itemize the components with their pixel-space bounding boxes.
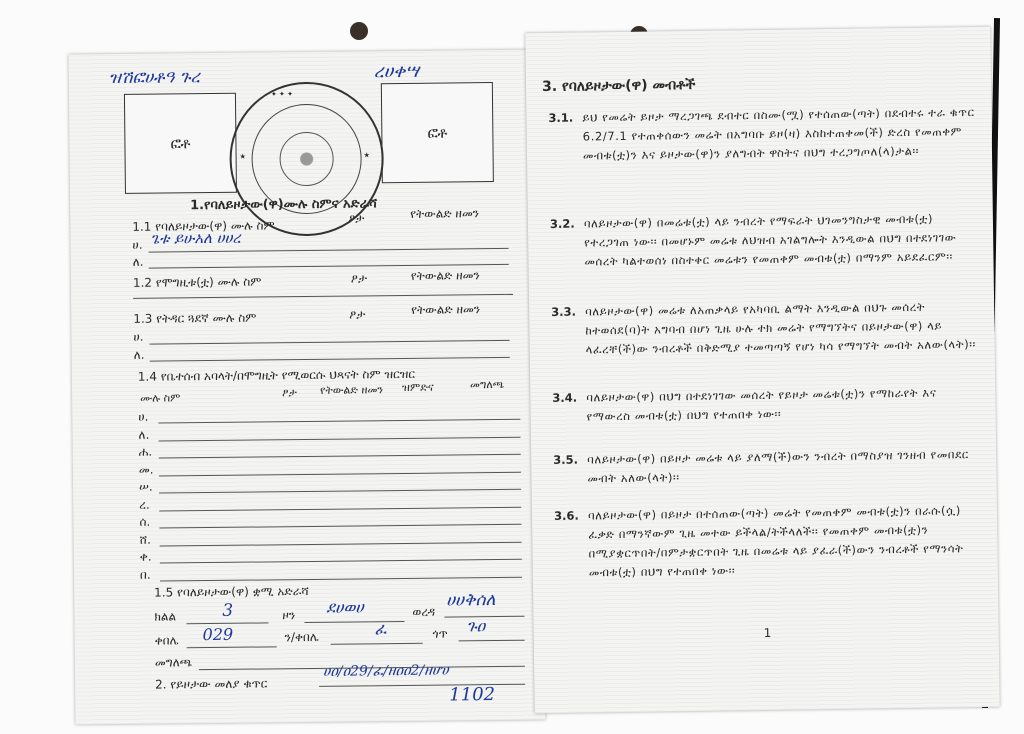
seal-emblem [279,132,334,187]
s11-label: 1.1 የባለይዞታው(ዋ) ሙሉ ስም [132,218,275,234]
s14-header-note: መግለጫ [469,377,505,392]
s11-row-b: ለ. [132,254,144,269]
s11-birth-header: የትውልድ ዘመን [410,206,480,221]
rights-item-number: 3.3. [551,304,577,319]
rights-item [548,103,979,166]
rights-item [551,297,982,360]
s12-birth-header: የትውልድ ዘመን [410,268,480,283]
kebele-label: ቀበሌ [154,633,179,648]
right-page [525,27,999,713]
s11-owner-name: ጌቱ ይሁአለ ሀሀረ [150,228,241,248]
family-row-line [159,454,521,459]
s13-label: 1.3 የትዳር ጓደኛ ሙሉ ስም [133,310,257,326]
s13-row-a: ሀ. [133,329,144,344]
page-number: 1 [763,625,772,641]
holding-id-value: ሀዐ/ዐ29/ፈ/ዘዐዐ2/ዘሆሀ [322,662,449,680]
family-row-line [159,471,521,476]
s13-row-b: ለ. [133,347,145,362]
family-row-label: መ. [138,462,154,477]
family-row-label: ሐ. [138,444,153,459]
rights-item [553,445,983,489]
left-page [69,50,546,725]
rights-item-text: ባለይዞታው(ዋ) መሬቱ ለአጠቃላይ የአካባቢ ልማት እንዲውል በህጉ መሰረት ከተወሰደ(ባ)ት አግባብ በሆነ ጊዜ ሁሉ ተክ መሬት የማግኘትና በይዞታው(ዋ) ላይ ላፈረቸ(ች)ው ንብረቶች በቅድሚያ ተመጣጣኝ የሆነ ካሳ የማግኘት መብት አለው(ላት)፡፡ [585,299,976,357]
family-row-label: ለ. [138,427,150,442]
official-seal: ✦ ✦ ✦ ★ ★ [229,81,385,237]
s14-label: 1.4 የቤተሰብ አባላት/በሞግዚት የሚወርሱ ህጻናት ስም ዝርዝር [137,366,416,384]
s2-label: 2. የይዞታው መለያ ቁጥር [155,676,268,692]
rights-item [552,383,982,427]
s14-header-birth: የትውልድ ዘመን [319,383,384,397]
got-value: ጉዐ [466,616,486,636]
photo-label: ፎቶ [170,134,191,153]
woreda-label: ወረዳ [412,604,436,619]
rights-item-text: ባለይዞታው(ዋ) በመሬቱ(ቷ) ላይ ንብረት የማፍራት ህገመንግስታዊ መብቱ(ቷ) የተረጋገጠ ነው፡፡ በመሆኑም መሬቱ ለህዝብ አገልግሎት እንዲውል በህግ በተደነገገው መሰረት ካልተወሰነ በስተቀር መሬቱን የመጠቀም መብቱ(ቷ) በማንም አይደፈርም፡፡ [583,211,957,269]
got-label: ጎጥ [432,626,448,641]
rights-item-number: 3.1. [548,110,574,125]
family-row-line [159,524,521,529]
family-row-line [160,576,522,581]
rights-item-number: 3.5. [553,452,579,467]
rights-item [554,501,985,583]
subkebele-label: ን/ቀበሌ [284,629,319,645]
family-row-label: በ. [139,567,151,582]
subkebele-value: ፈ [374,619,387,639]
rights-item-number: 3.6. [553,508,579,523]
family-row-label: ሠ. [138,479,153,494]
family-row-line [159,506,521,511]
rights-item-text: ይህ የመሬት ይዞታ ማረጋገጫ ደብተር በስሙ(ሟ) የተሰጠው(ጣት) በደብተሩ ተራ ቁጥር 6.2/7.1 የተጠቀሰውን መሬት በአግባቡ ይዞ(ዛ) እስከተጠቀመ(ች) ድረስ የመጠቀም መብቱ(ቷ)ን እና ይዞታው(ዋ)ን ያለግብት ዋስትና በህግ ተረጋግጦለ(ላ)ታል፡፡ [582,105,975,163]
family-row-label: ሀ. [138,409,149,424]
s11-row-a: ሀ. [132,237,143,252]
s14-header-gender: ፆታ [281,386,297,400]
s12-label: 1.2 የሞግዚቱ(ቷ) ሙሉ ስም [132,274,262,290]
s13-birth-header: የትውልድ ዘመን [411,302,481,317]
rights-item [550,209,981,272]
s14-header-relation: ዝምድና [401,380,434,395]
s11-gender-header: ፆታ [348,211,365,226]
family-row-line [160,541,522,546]
kebele-value: 029 [202,624,234,645]
family-row-label: ረ. [139,497,150,512]
rights-item-text: ባለይዞታው(ዋ) በይዞታ መሬቱ ላይ ያለማ(ች)ውን ንብረት በማስያዝ ገንዘብ የመበደር መብት አለው(ላት)፡፡ [587,447,969,486]
family-row-line [159,489,521,494]
zone-value: ደሀወሀ [326,597,364,617]
rights-item-text: ባለይዞታው(ዋ) በህግ በተደነገገው መሰረት የይዞታ መሬቱ(ቷ)ን የማከራየት እና የማውረስ መብቱ(ቷ) በህግ የተጠበቀ ነው፡፡ [586,385,937,424]
family-row-label: ቀ. [139,549,152,564]
family-row-line [160,559,522,564]
s14-header-name: ሙሉ ስም [140,391,181,405]
photo-label: ፎቶ [427,123,448,142]
rights-section-title: 3. የባለይዞታው(ዋ) መብቶች [541,76,696,96]
rights-item-text: ባለይዞታው(ዋ) በይዞታ በተሰጠው(ጣት) መሬት የመጠቀም መብቱ(ቷ)ን በራሱ(ሷ) ፈቃድ በማንኛውም ጊዜ መተው ይችላል/ትችላለች፡፡ የመጠቀም መብቱ(ቷ)ን በሚያቋርጥበት/በምታቋርጥበት ጊዜ በመሬቱ ላይ ያፈራ(ች)ውን ንብረቶች የማንሳት መብቱ(ቷ) በህግ የተጠበቀ ነው፡፡ [587,503,964,580]
photo-box-right [381,82,494,183]
handwritten-note-top-right: ረሀቀሣ [373,60,420,83]
rights-item-number: 3.2. [549,216,575,231]
section-1-title: 1.የባለይዞታው(ዋ)ሙሉ ስምና አድራሻ [190,196,378,214]
kilil-label: ክልል [154,609,177,624]
note-label: መግለጫ [154,655,193,670]
s13-gender-header: ፆታ [349,307,366,322]
rights-item-number: 3.4. [552,390,578,405]
holding-id-extra: 1102 [449,684,496,706]
punch-hole-left [350,22,368,40]
woreda-value: ሀሀቅሰለ [446,590,496,611]
s15-label: 1.5 የባለይዞታው(ዋ) ቋሚ አድራሻ [154,583,309,600]
kilil-value: 3 [222,600,234,621]
handwritten-note-top-left: ዝሽፎሀቶዓ ጉረ [108,67,201,89]
family-row-line [159,436,521,441]
zone-label: ዞን [282,608,296,623]
family-row-label: ሰ. [139,514,151,529]
family-row-label: ሸ. [139,532,151,547]
photo-box-left [124,93,237,194]
family-row-line [158,419,520,424]
s12-gender-header: ፆታ [350,271,367,286]
